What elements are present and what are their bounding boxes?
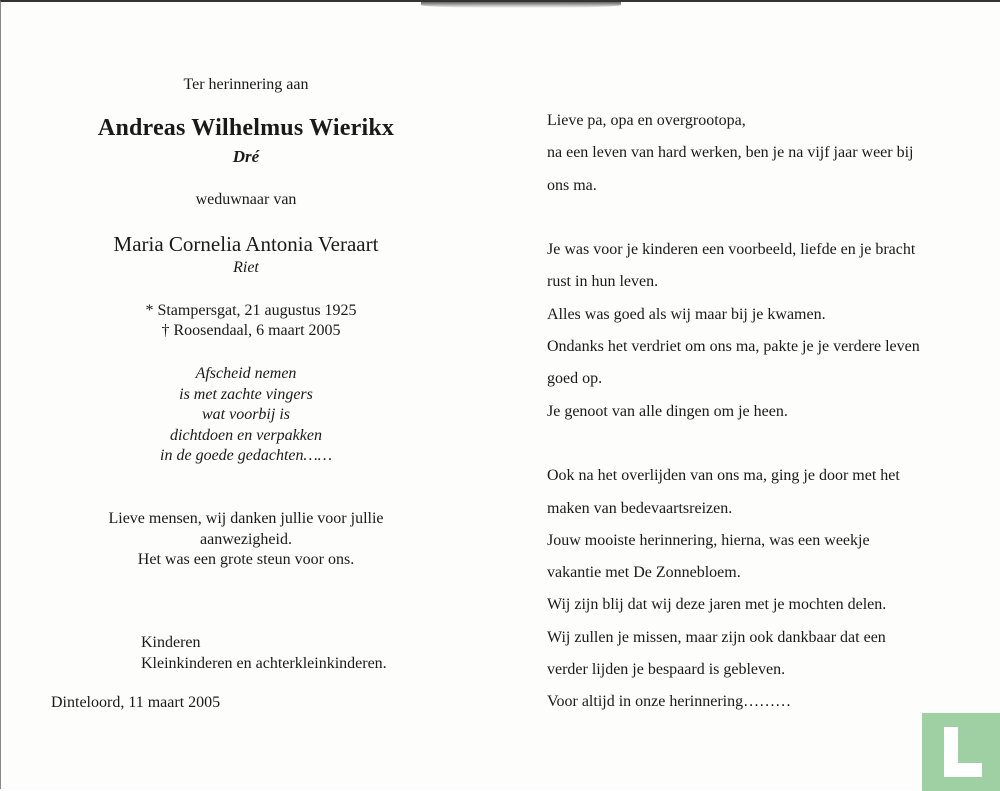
poem-line: in de goede gedachten…… (160, 447, 332, 464)
thanks-line: Het was een grote steun voor ons. (137, 551, 355, 568)
relation-text: weduwnaar van (195, 191, 297, 208)
birth-info: * Stampersgat, 21 augustus 1925 (145, 302, 357, 319)
text-line: verder lijden je bespaard is gebleven. (547, 661, 786, 679)
deceased-name: Andreas Wilhelmus Wierikx (97, 115, 395, 141)
family-line: Kinderen (141, 634, 201, 651)
paragraph-gap (547, 202, 947, 234)
intro-text: Ter herinnering aan (183, 76, 309, 93)
family-signature (141, 632, 387, 674)
text-line: Je genoot van alle dingen om je heen. (547, 402, 788, 420)
text-line: Voor altijd in onze herinnering……… (547, 693, 792, 711)
paragraph-gap (547, 428, 947, 460)
text-line: goed op. (547, 370, 603, 388)
family-line: Kleinkinderen en achterkleinkinderen. (141, 655, 387, 672)
thanks-message (61, 509, 431, 571)
text-line: ons ma. (547, 176, 597, 194)
poem-line: Afscheid nemen (195, 365, 297, 382)
poem (101, 364, 391, 467)
right-page (547, 105, 947, 719)
text-line: Je was voor je kinderen een voorbeeld, liefde en je bracht (547, 241, 916, 259)
place-date: Dinteloord, 11 maart 2005 (51, 694, 221, 711)
poem-line: is met zachte vingers (179, 385, 313, 403)
text-line: Lieve pa, opa en overgrootopa, (547, 112, 746, 129)
spouse-nickname: Riet (233, 259, 259, 276)
poem-line: wat voorbij is (201, 406, 290, 423)
left-page (1, 2, 491, 791)
text-line: Ook na het overlijden van ons ma, ging je door met het (547, 467, 900, 485)
text-line: Alles was goed als wij maar bij je kwamen. (547, 305, 826, 323)
logo-stroke-horizontal (944, 763, 982, 777)
death-info: † Roosendaal, 6 maart 2005 (161, 322, 341, 339)
deceased-nickname: Dré (232, 147, 260, 166)
l-logo-icon (922, 713, 1000, 791)
text-line: Jouw mooiste herinnering, hierna, was een weekje (547, 531, 870, 549)
thanks-line: aanwezigheid. (200, 530, 292, 548)
text-line: rust in hun leven. (547, 273, 659, 291)
text-line: Wij zullen je missen, maar zijn ook dankbaar dat een (547, 628, 886, 646)
thanks-line: Lieve mensen, wij danken jullie voor jullie (108, 510, 384, 527)
spouse-name: Maria Cornelia Antonia Veraart (113, 232, 379, 256)
text-line: maken van bedevaartsreizen. (547, 499, 733, 517)
text-line: vakantie met De Zonnebloem. (547, 564, 741, 582)
poem-line: dichtdoen en verpakken (170, 426, 322, 444)
text-line: Ondanks het verdriet om ons ma, pakte je je verdere leven (547, 338, 920, 356)
text-line: na een leven van hard werken, ben je na vijf jaar weer bij (547, 144, 914, 162)
text-line: Wij zijn blij dat wij deze jaren met je mochten delen. (547, 596, 887, 614)
